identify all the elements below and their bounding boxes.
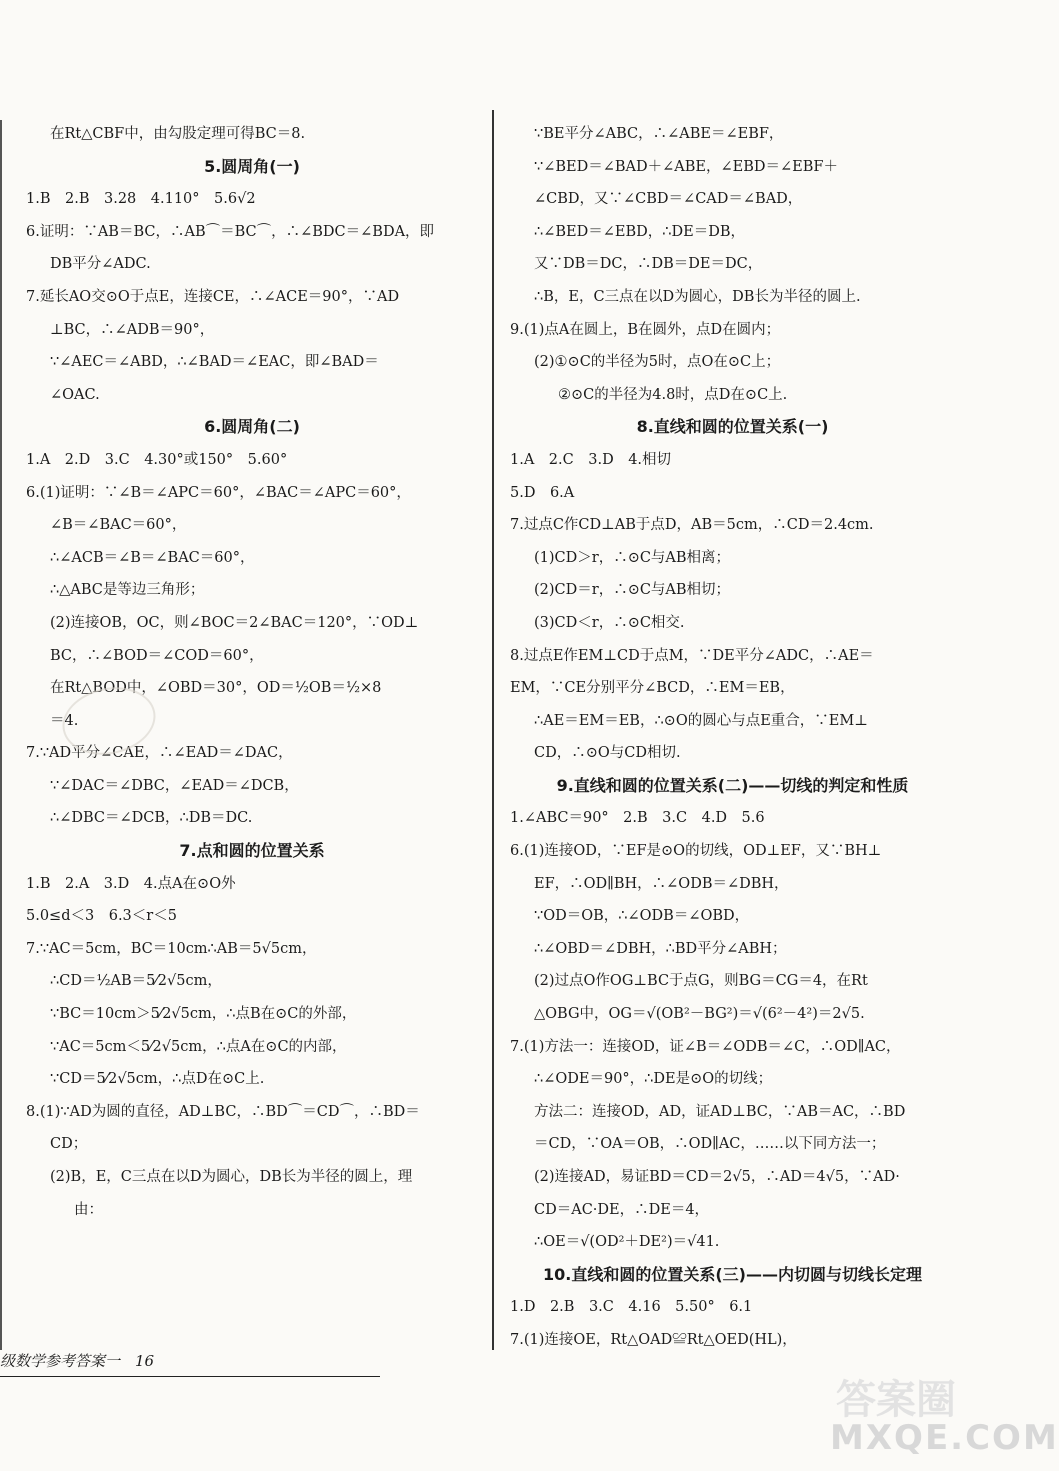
column-divider xyxy=(492,110,494,1350)
text-line: ∴∠ODE＝90°，∴DE是⊙O的切线； xyxy=(534,1071,773,1088)
text-line: 1.A 2.C 3.D 4.相切 xyxy=(510,451,672,468)
text-line: ∵CD＝5⁄2√5cm，∴点D在⊙C上. xyxy=(50,1071,265,1088)
text-line: 5.D 6.A xyxy=(510,484,575,501)
text-line: 7.延长AO交⊙O于点E，连接CE，∴∠ACE＝90°，∵AD xyxy=(26,288,400,305)
section-heading: 7.点和圆的位置关系 xyxy=(179,841,325,861)
text-line: ∴∠BED＝∠EBD，∴DE＝DB， xyxy=(534,223,745,240)
text-line: 7.过点C作CD⊥AB于点D，AB＝5cm，∴CD＝2.4cm. xyxy=(510,517,874,534)
text-line: 7.∵AC＝5cm，BC＝10cm∴AB＝5√5cm， xyxy=(26,940,317,957)
text-line: △OBG中，OG＝√(OB²－BG²)＝√(6²－4²)＝2√5. xyxy=(534,1006,865,1023)
text-line: (2)B，E，C三点在以D为圆心，DB长为半径的圆上，理 xyxy=(50,1169,413,1185)
text-line: (3)CD＜r，∴⊙C相交. xyxy=(534,614,685,631)
text-line: ∵∠BED＝∠BAD＋∠ABE，∠EBD＝∠EBF＋ xyxy=(534,158,838,175)
text-line: 6.(1)连接OD，∵EF是⊙O的切线，OD⊥EF，又∵BH⊥ xyxy=(510,843,882,860)
text-line: 7.∵AD平分∠CAE，∴∠EAD＝∠DAC， xyxy=(26,745,293,762)
text-line: ∴AE＝EM＝EB，∴⊙O的圆心与点E重合，∵EM⊥ xyxy=(534,712,868,729)
text-line: 1.D 2.B 3.C 4.16 5.50° 6.1 xyxy=(510,1299,753,1316)
text-line: ∠OAC. xyxy=(50,386,100,403)
text-line: ∴∠ACB＝∠B＝∠BAC＝60°， xyxy=(50,549,255,566)
text-line: (2)连接OB，OC，则∠BOC＝2∠BAC＝120°，∵OD⊥ xyxy=(50,614,419,631)
watermark-text: MXQE.COM xyxy=(830,1418,1059,1458)
text-line: 5.0≤d＜3 6.3＜r＜5 xyxy=(26,908,177,925)
text-line: EM，∵CE分别平分∠BCD，∴EM＝EB， xyxy=(510,680,795,697)
text-line: EF，∴OD∥BH，∴∠ODB＝∠DBH， xyxy=(534,875,789,892)
text-line: 1.B 2.B 3.28 4.110° 5.6√2 xyxy=(26,191,256,208)
text-line: 在Rt△BOD中，∠OBD＝30°，OD＝½OB＝½×8 xyxy=(50,680,382,697)
text-line: ∵BE平分∠ABC，∴∠ABE＝∠EBF， xyxy=(534,126,784,142)
text-line: ＝CD，∵OA＝OB，∴OD∥AC，……以下同方法一； xyxy=(534,1136,886,1153)
text-line: 由： xyxy=(74,1201,103,1218)
text-line: DB平分∠ADC. xyxy=(50,256,151,273)
text-line: ∵AC＝5cm＜5⁄2√5cm，∴点A在⊙C的内部， xyxy=(50,1038,347,1055)
text-line: 1.A 2.D 3.C 4.30°或150° 5.60° xyxy=(26,451,288,468)
text-line: ∵OD＝OB，∴∠ODB＝∠OBD， xyxy=(534,908,750,925)
section-heading: 10.直线和圆的位置关系(三)——内切圆与切线长定理 xyxy=(543,1264,922,1284)
text-line: CD，∴⊙O与CD相切. xyxy=(534,745,681,762)
text-line: 8.过点E作EM⊥CD于点M，∵DE平分∠ADC，∴AE＝ xyxy=(510,647,874,664)
text-line: CD； xyxy=(50,1136,88,1153)
text-line: ∵BC＝10cm＞5⁄2√5cm，∴点B在⊙C的外部， xyxy=(50,1006,357,1023)
section-heading: 9.直线和圆的位置关系(二)——切线的判定和性质 xyxy=(556,775,909,795)
right-column xyxy=(510,118,955,1357)
text-line: 又∵DB＝DC，∴DB＝DE＝DC， xyxy=(534,256,763,273)
text-line: 方法二：连接OD，AD，证AD⊥BC，∵AB＝AC，∴BD xyxy=(534,1103,906,1120)
section-heading: 5.圆周角(一) xyxy=(204,156,300,176)
text-line: (2)连接AD，易证BD＝CD＝2√5，∴AD＝4√5，∵AD· xyxy=(534,1169,900,1185)
text-line: ⊥BC，∴∠ADB＝90°， xyxy=(50,321,215,338)
text-line: 在Rt△CBF中，由勾股定理可得BC＝8. xyxy=(50,126,306,142)
text-line: ∵∠AEC＝∠ABD，∴∠BAD＝∠EAC，即∠BAD＝ xyxy=(50,354,379,371)
text-line: ∴∠DBC＝∠DCB，∴DB＝DC. xyxy=(50,810,253,827)
text-line: (2)过点O作OG⊥BC于点G，则BG＝CG＝4，在Rt xyxy=(534,973,868,990)
left-column xyxy=(26,118,478,1226)
text-line: 7.(1)方法一：连接OD，证∠B＝∠ODB＝∠C，∴OD∥AC， xyxy=(510,1038,901,1055)
text-line: 9.(1)点A在圆上，B在圆外，点D在圆内； xyxy=(510,321,781,338)
text-line: ∴CD＝½AB＝5⁄2√5cm， xyxy=(50,973,222,990)
section-heading: 6.圆周角(二) xyxy=(204,417,300,437)
text-line: ＝4. xyxy=(50,712,79,729)
text-line: ∵∠DAC＝∠DBC，∠EAD＝∠DCB， xyxy=(50,777,299,794)
text-line: ∴△ABC是等边三角形； xyxy=(50,582,205,599)
text-line: ②⊙C的半径为4.8时，点D在⊙C上. xyxy=(558,386,788,403)
text-line: 6.证明：∵AB＝BC，∴AB⌒＝BC⌒，∴∠BDC＝∠BDA，即 xyxy=(26,223,435,240)
page-footer: 级数学参考答案一 16 xyxy=(0,1352,155,1370)
text-line: 8.(1)∵AD为圆的直径，AD⊥BC，∴BD⌒＝CD⌒，∴BD＝ xyxy=(26,1103,420,1120)
text-line: ∠CBD，又∵∠CBD＝∠CAD＝∠BAD， xyxy=(534,191,803,208)
text-line: CD＝AC·DE，∴DE＝4， xyxy=(534,1201,710,1218)
text-line: 1.B 2.A 3.D 4.点A在⊙O外 xyxy=(26,875,236,892)
page-left-edge xyxy=(0,120,2,1350)
text-line: 6.(1)证明：∵∠B＝∠APC＝60°，∠BAC＝∠APC＝60°， xyxy=(26,484,411,501)
text-line: (2)①⊙C的半径为5时，点O在⊙C上； xyxy=(534,354,781,371)
footer-rule xyxy=(0,1376,380,1377)
text-line: 7.(1)连接OE，Rt△OAD≌Rt△OED(HL)， xyxy=(510,1331,797,1348)
text-line: (2)CD＝r，∴⊙C与AB相切； xyxy=(534,582,731,599)
text-line: 1.∠ABC＝90° 2.B 3.C 4.D 5.6 xyxy=(510,810,765,827)
section-heading: 8.直线和圆的位置关系(一) xyxy=(636,417,829,437)
text-line: ∠B＝∠BAC＝60°， xyxy=(50,517,187,534)
text-line: ∴B，E，C三点在以D为圆心，DB长为半径的圆上. xyxy=(534,288,861,305)
watermark-logo: 答案圈 xyxy=(836,1377,956,1423)
text-line: ∴OE＝√(OD²＋DE²)＝√41. xyxy=(534,1234,720,1251)
text-line: BC，∴∠BOD＝∠COD＝60°， xyxy=(50,647,264,664)
text-line: (1)CD＞r，∴⊙C与AB相离； xyxy=(534,549,731,566)
text-line: ∴∠OBD＝∠DBH，∴BD平分∠ABH； xyxy=(534,940,787,957)
